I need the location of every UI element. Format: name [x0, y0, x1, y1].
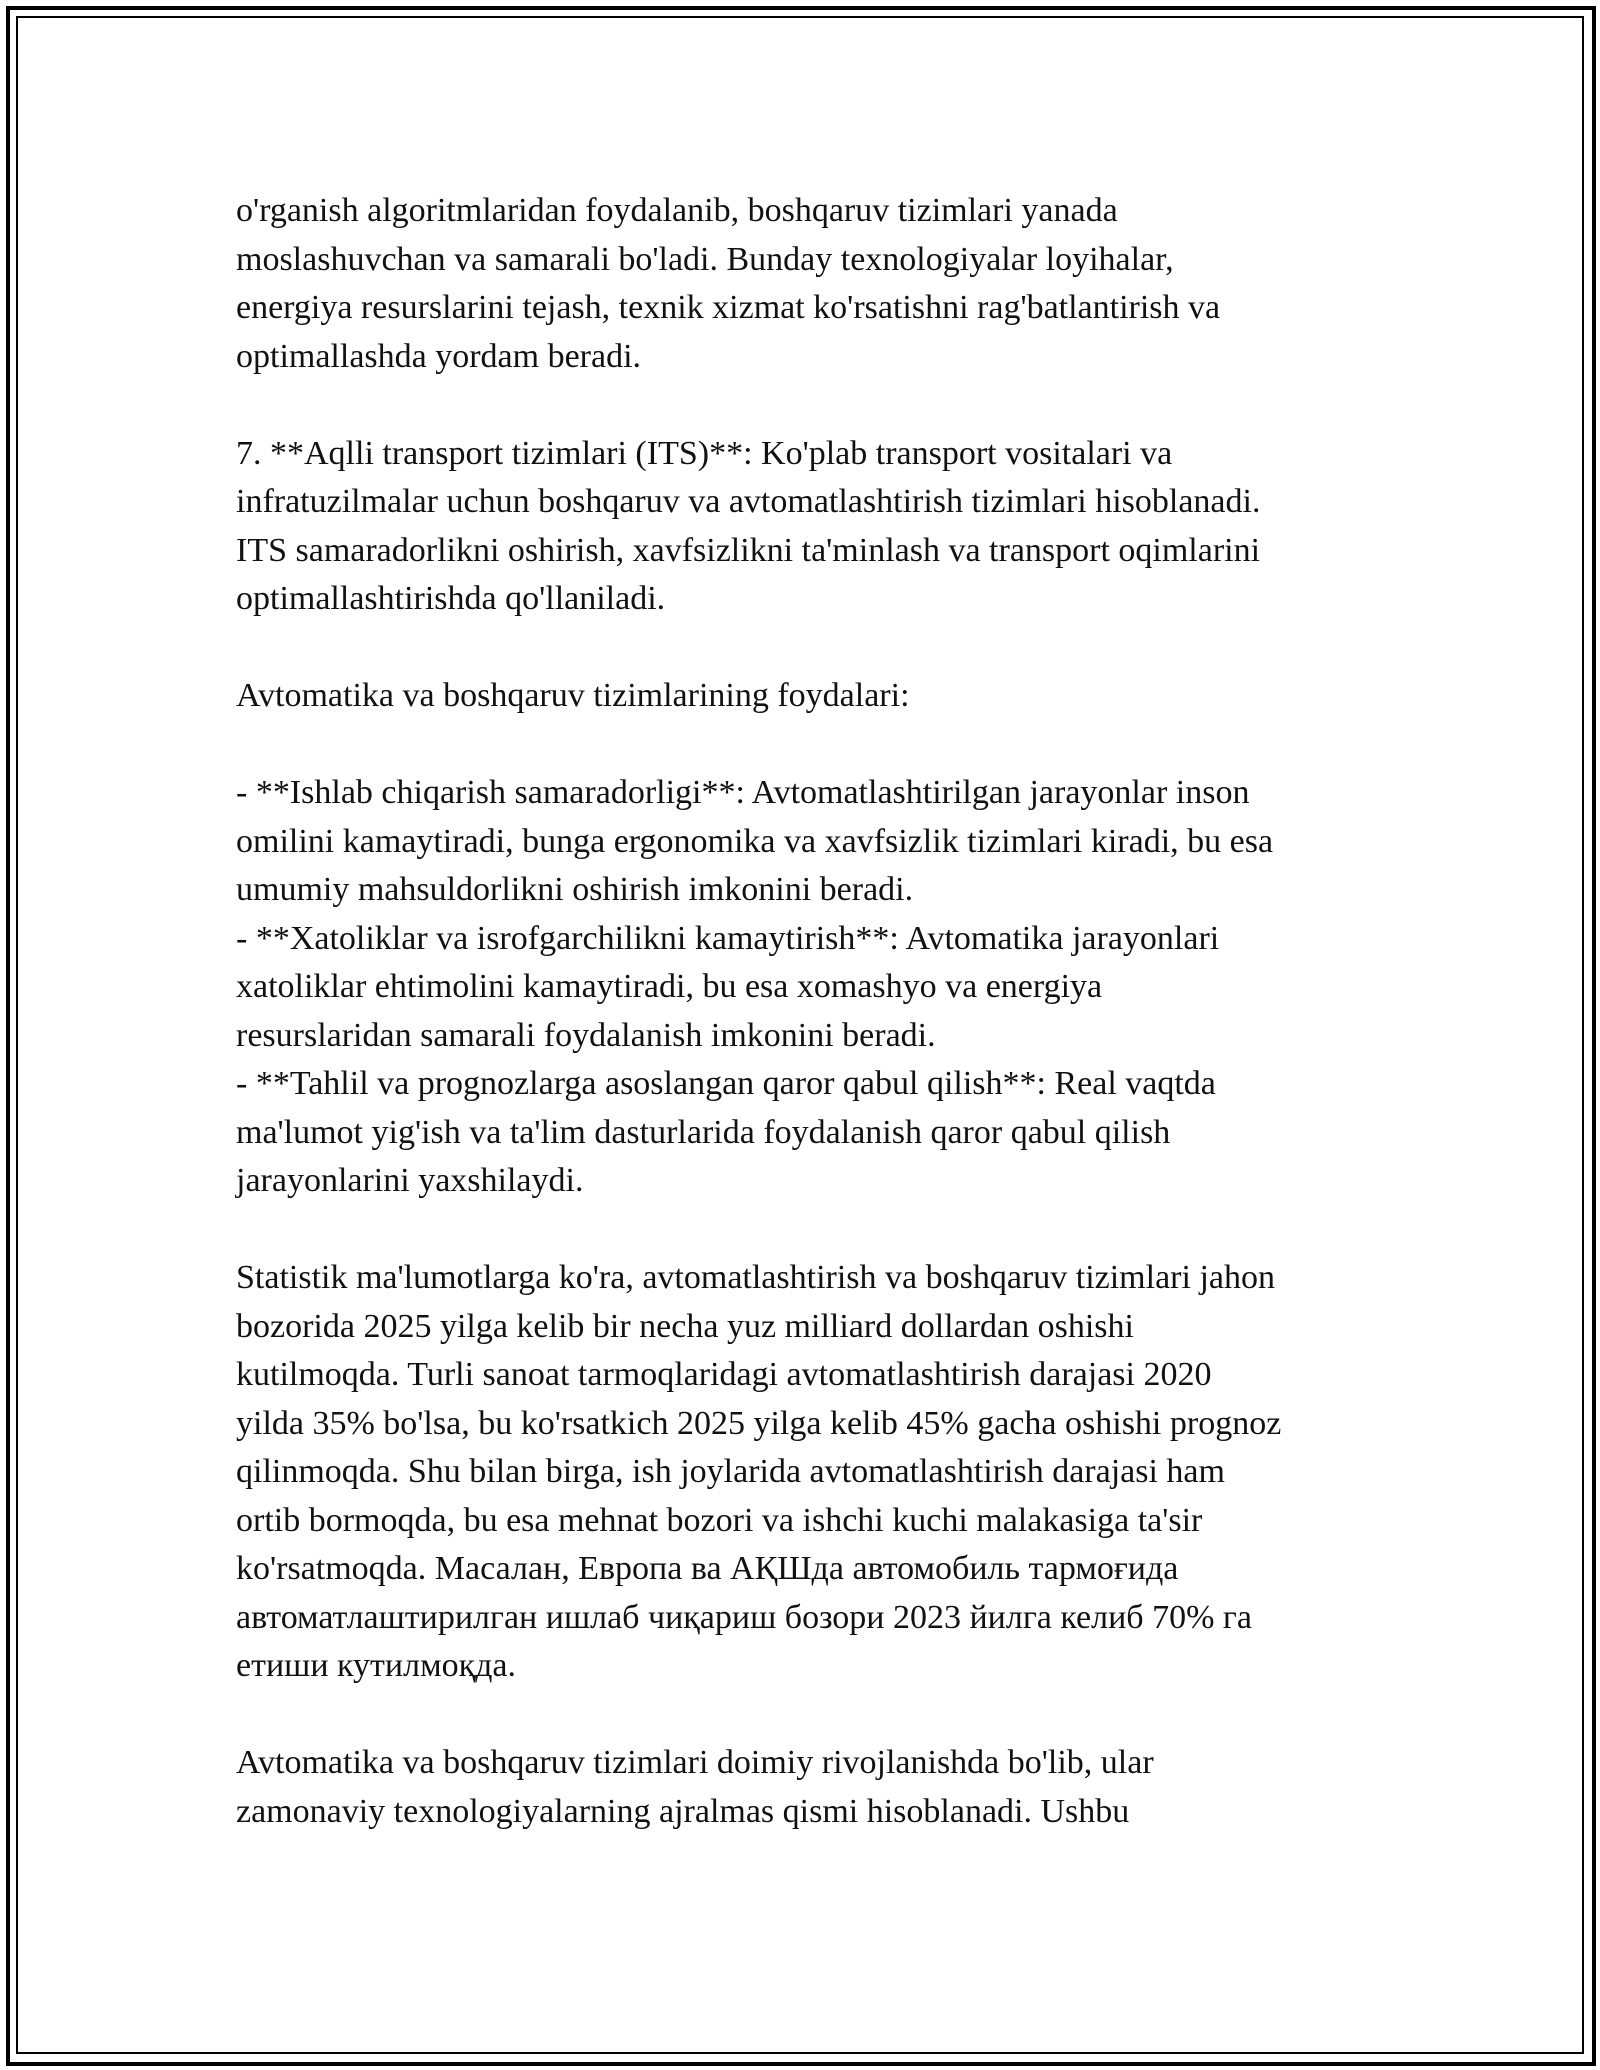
text-line: - **Ishlab chiqarish samaradorligi**: Avtomatlashtirilgan jarayonlar inson: [236, 774, 1250, 811]
text-line: optimallashtirishda qo'llaniladi.: [236, 580, 666, 617]
list-item: [236, 769, 1376, 915]
text-line: Statistik ma'lumotlarga ko'ra, avtomatlashtirish va boshqaruv tizimlari jahon: [236, 1259, 1275, 1296]
paragraph-intro: [236, 187, 1376, 381]
text-line: energiya resurslarini tejash, texnik xizmat ko'rsatishni rag'batlantirish va: [236, 289, 1221, 326]
text-line: optimallashda yordam beradi.: [236, 337, 642, 375]
text-line: ortib bormoqda, bu esa mehnat bozori va ishchi kuchi malakasiga ta'sir: [236, 1501, 1203, 1539]
text-line: resurslaridan samarali foydalanish imkonini beradi.: [236, 1016, 936, 1054]
text-line: kutilmoqda. Turli sanoat tarmoqlaridagi avtomatlashtirish darajasi 2020: [236, 1356, 1212, 1393]
text-line: ko'rsatmoqda. Масалан, Европа ва АҚШда автомобиль тармоғида: [236, 1550, 1179, 1587]
text-line: ITS samaradorlikni oshirish, xavfsizlikni ta'minlash va transport oqimlarini: [236, 531, 1261, 569]
text-line: bozorida 2025 yilga kelib bir necha yuz milliard dollardan oshishi: [236, 1307, 1134, 1345]
text-line: етиши кутилмоқда.: [236, 1647, 517, 1684]
text-line: zamonaviy texnologiyalarning ajralmas qismi hisoblanadi. Ushbu: [236, 1792, 1130, 1830]
text-line: infratuzilmalar uchun boshqaruv va avtomatlashtirish tizimlari hisoblanadi.: [236, 483, 1261, 520]
document-body: [236, 187, 1376, 1885]
paragraph-statistics: [236, 1254, 1376, 1691]
benefits-heading: [236, 672, 1376, 721]
text-line: yilda 35% bo'lsa, bu ko'rsatkich 2025 yilga kelib 45% gacha oshishi prognoz: [236, 1404, 1282, 1442]
text-line: qilinmoqda. Shu bilan birga, ish joylarida avtomatlashtirish darajasi ham: [236, 1453, 1225, 1490]
text-line: - **Tahlil va prognozlarga asoslangan qaror qabul qilish**: Real vaqtda: [236, 1065, 1216, 1102]
text-line: umumiy mahsuldorlikni oshirish imkonini beradi.: [236, 871, 914, 908]
text-line: 7. **Aqlli transport tizimlari (ITS)**: Ko'plab transport vositalari va: [236, 434, 1173, 472]
text-line: Avtomatika va boshqaruv tizimlari doimiy rivojlanishda bo'lib, ular: [236, 1744, 1154, 1781]
text-line: moslashuvchan va samarali bo'ladi. Bunday texnologiyalar loyihalar,: [236, 240, 1174, 278]
text-line: jarayonlarini yaxshilaydi.: [236, 1162, 584, 1199]
list-item: [236, 1060, 1376, 1206]
list-item: [236, 915, 1376, 1061]
text-line: xatoliklar ehtimolini kamaytiradi, bu esa xomashyo va energiya: [236, 968, 1103, 1005]
text-line: ma'lumot yig'ish va ta'lim dasturlarida foydalanish qaror qabul qilish: [236, 1113, 1171, 1151]
benefits-list: [236, 769, 1376, 1206]
paragraph-its: [236, 430, 1376, 624]
text-line: o'rganish algoritmlaridan foydalanib, boshqaruv tizimlari yanada: [236, 192, 1118, 229]
text-line: Avtomatika va boshqaruv tizimlarining foydalari:: [236, 677, 910, 714]
text-line: автоматлаштирилган ишлаб чиқариш бозори 2023 йилга келиб 70% га: [236, 1598, 1252, 1636]
text-line: omilini kamaytiradi, bunga ergonomika va xavfsizlik tizimlari kiradi, bu esa: [236, 822, 1274, 860]
text-line: - **Xatoliklar va isrofgarchilikni kamaytirish**: Avtomatika jarayonlari: [236, 919, 1220, 957]
paragraph-closing: [236, 1739, 1376, 1836]
